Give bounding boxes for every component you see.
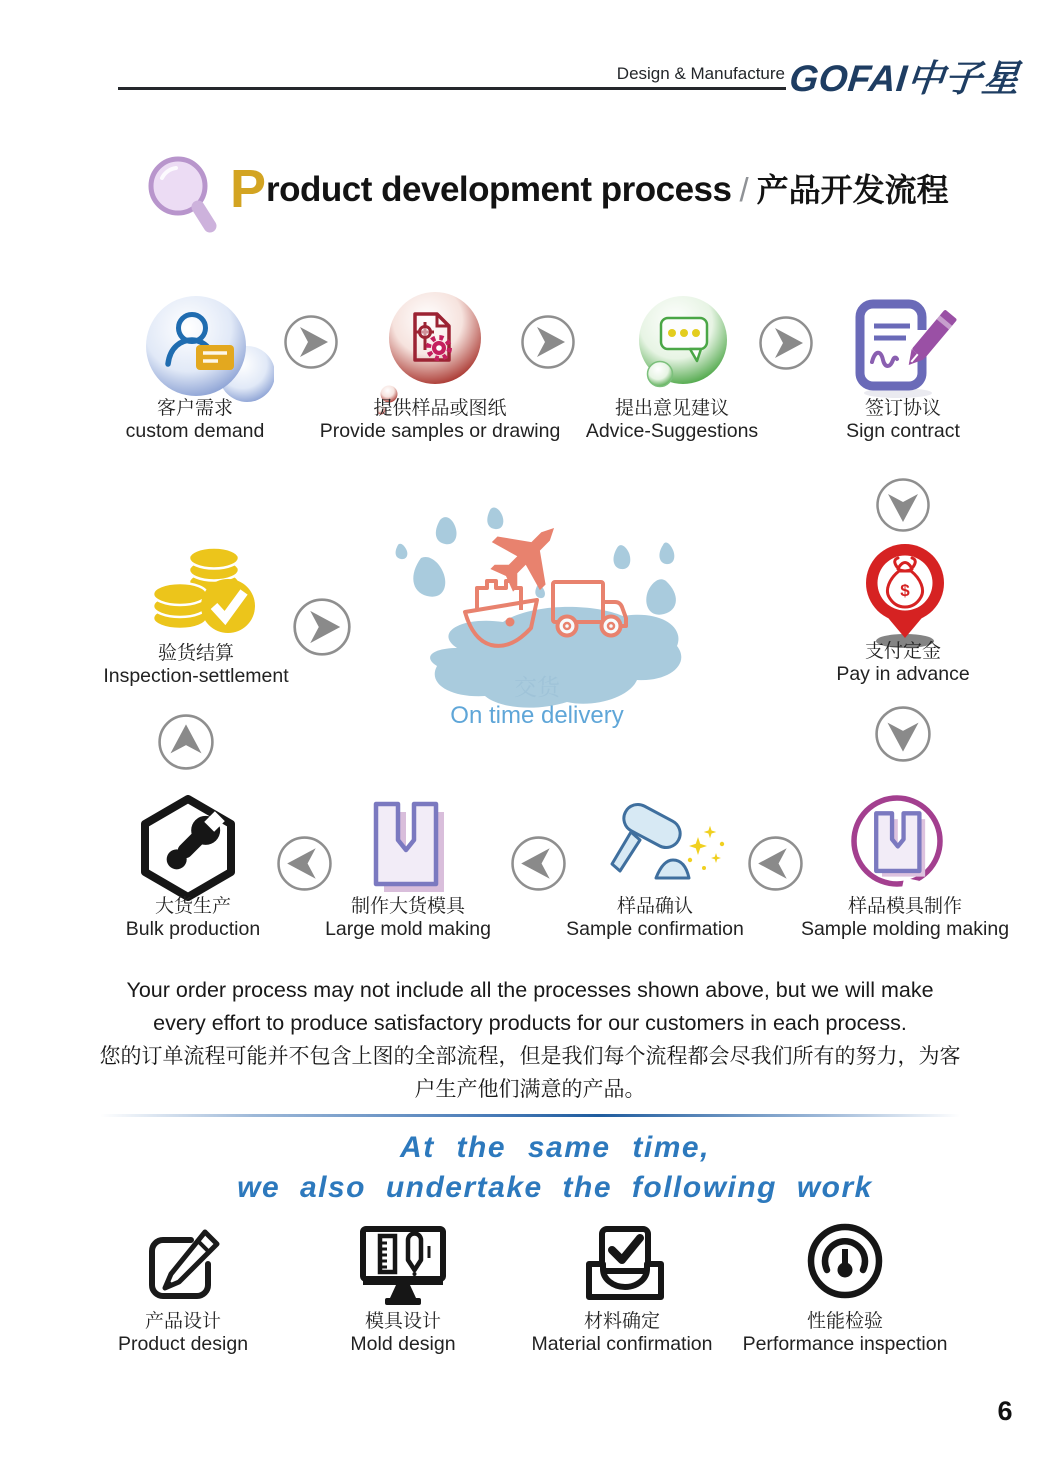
coins-check-icon — [146, 532, 262, 638]
money-bag-pin-icon — [860, 543, 950, 651]
delivery-caption: 交货 On time delivery — [450, 674, 624, 729]
title-separator: / — [739, 171, 749, 208]
inbox-check-icon — [582, 1224, 668, 1304]
page-number: 6 — [997, 1396, 1013, 1426]
flow-step-label: 样品确认 Sample confirmation — [566, 896, 744, 940]
arrow-right-icon — [758, 315, 814, 371]
arrow-up-icon — [157, 713, 215, 771]
page-title — [230, 158, 1030, 230]
arrow-left-icon — [510, 835, 567, 892]
title-english: roduct development process — [266, 170, 732, 209]
svg-text:$: $ — [900, 581, 910, 600]
arrow-right-icon — [292, 597, 352, 657]
note-line: Your order process may not include all the processes shown above, but we will make — [126, 978, 934, 1002]
title-initial: P — [230, 159, 267, 219]
flow-step-label: 客户需求 custom demand — [125, 398, 265, 442]
service-label: 性能检验 Performance inspection — [742, 1311, 948, 1355]
header-tagline: Design & Manufacture — [616, 64, 785, 83]
note-line: every effort to produce satisfactory products for our customers in each process. — [153, 1011, 907, 1035]
flow-step-label: 签订协议 Sign contract — [846, 398, 960, 442]
flow-step-label: 制作大货模具 Large mold making — [325, 896, 491, 940]
mold-icon — [366, 798, 458, 894]
flow-step-label: 支付定金 Pay in advance — [836, 641, 970, 685]
arrow-right-icon — [520, 314, 576, 370]
gavel-icon — [596, 796, 746, 888]
magnifier-icon — [146, 156, 224, 238]
note-line: 您的订单流程可能并不包含上图的全部流程，但是我们每个流程都会尽我们所有的努力，为客 — [99, 1045, 961, 1068]
flow-step-label: 提出意见建议 Advice-Suggestions — [585, 398, 759, 442]
arrow-down-icon — [874, 705, 932, 763]
contract-pen-icon — [850, 298, 962, 400]
arrow-left-icon — [747, 835, 804, 892]
pencil-square-icon — [147, 1226, 225, 1304]
flow-step-label: 大货生产 Bulk production — [125, 896, 261, 940]
flow-step-label: 提供样品或图纸 Provide samples or drawing — [319, 398, 561, 442]
gauge-icon — [805, 1222, 887, 1302]
arrow-down-icon — [875, 477, 931, 533]
flow-step-label: 验货结算 Inspection-settlement — [103, 643, 289, 687]
title-chinese: 产品开发流程 — [756, 172, 949, 208]
brand-logo: GOFAI中子星 — [787, 58, 1022, 99]
mold-ring-icon — [845, 793, 949, 897]
monitor-design-icon — [358, 1224, 448, 1308]
section-divider — [100, 1114, 960, 1117]
arrow-left-icon — [276, 835, 333, 892]
arrow-right-icon — [283, 314, 339, 370]
wrench-hexagon-icon — [141, 795, 235, 901]
banner-text: At the same time, we also undertake the following work — [237, 1131, 873, 1204]
order-note — [25, 974, 1035, 1106]
service-label: 产品设计 Product design — [117, 1311, 249, 1355]
service-label: 材料确定 Material confirmation — [531, 1311, 713, 1355]
chat-bubble-icon — [633, 294, 735, 398]
note-line: 户生产他们满意的产品。 — [414, 1078, 646, 1101]
service-label: 模具设计 Mold design — [350, 1311, 456, 1355]
flow-step-label: 样品模具制作 Sample molding making — [800, 896, 1010, 940]
customer-bubble-icon — [140, 292, 274, 404]
header-rule — [118, 87, 786, 90]
